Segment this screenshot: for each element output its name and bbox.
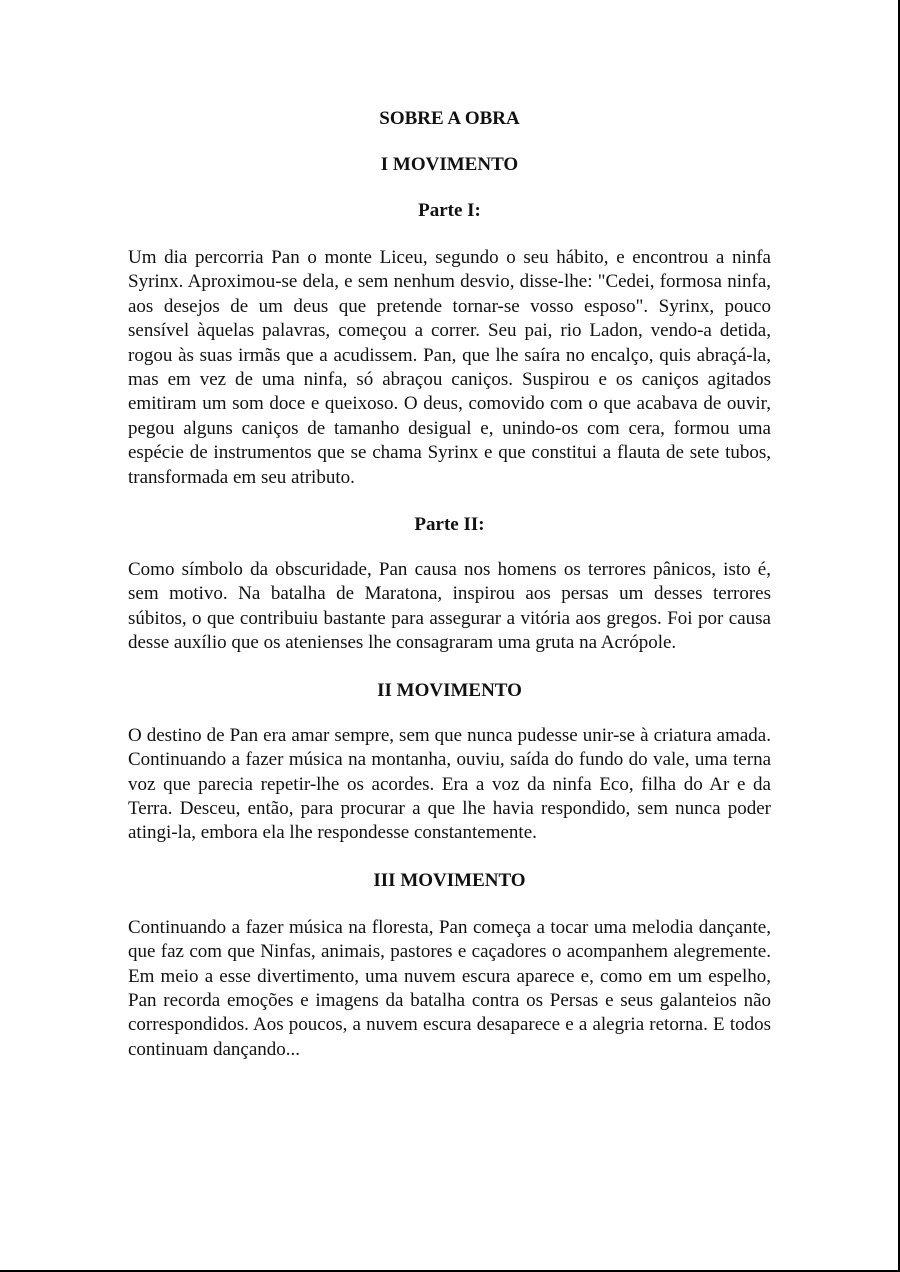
part-1-heading: Parte I: — [418, 200, 481, 221]
movement-1-heading: I MOVIMENTO — [380, 154, 519, 175]
document-content — [128, 104, 771, 1062]
movement-2-paragraph: O destino de Pan era amar sempre, sem que nunca pudesse unir-se à criatura amada. Continuando a fazer música na montanha, ouviu, saída do fundo do vale, uma terna voz que parecia repetir-lhe os acordes. Era a voz da ninfa Eco, filha do Ar e da Terra. Desceu, então, para procurar a que lhe havia respondido, sem nunca poder atingi-la, embora ela lhe respondesse constantemente. — [128, 724, 771, 844]
part-2-paragraph: Como símbolo da obscuridade, Pan causa nos homens os terrores pânicos, isto é, sem motivo. Na batalha de Maratona, inspirou aos persas um desses terrores súbitos, o que contribuiu bastante para assegurar a vitória aos gregos. Foi por causa desse auxílio que os atenienses lhe consagraram uma gruta na Acrópole. — [128, 559, 771, 654]
document-title: SOBRE A OBRA — [379, 108, 520, 129]
movement-2-heading: II MOVIMENTO — [377, 679, 522, 701]
movement-3-heading: III MOVIMENTO — [373, 869, 526, 891]
part-1-paragraph: Um dia percorria Pan o monte Liceu, segundo o seu hábito, e encontrou a ninfa Syrinx. Aproximou-se dela, e sem nenhum desvio, disse-lhe: "Cedei, formosa ninfa, aos desejos de um deus que pretende tornar-se vosso esposo". Syrinx, pouco sensível àquelas palavras, começou a correr. Seu pai, rio Ladon, vendo-a detida, rogou às suas irmãs que a acudissem. Pan, que lhe saíra no encalço, quis abraçá-la, mas em vez de uma ninfa, só abraçou caniços. Suspirou e os caniços agitados emitiram um som doce e queixoso. O deus, comovido com o que acabava de ouvir, pegou alguns caniços de tamanho desigual e, unindo-os com cera, formou uma espécie de instrumentos que se chama Syrinx e que constitui a flauta de sete tubos, transformada em seu atributo. — [128, 247, 771, 488]
part-2-heading: Parte II: — [414, 514, 485, 536]
movement-3-paragraph: Continuando a fazer música na floresta, Pan começa a tocar uma melodia dançante, que faz com que Ninfas, animais, pastores e caçadores o acompanhem alegremente. Em meio a esse divertimento, uma nuvem escura aparece e, como em um espelho, Pan recorda emoções e imagens da batalha contra os Persas e seus galanteios não correspondidos. Aos poucos, a nuvem escura desaparece e a alegria retorna. E todos continuam dançando... — [128, 916, 771, 1060]
